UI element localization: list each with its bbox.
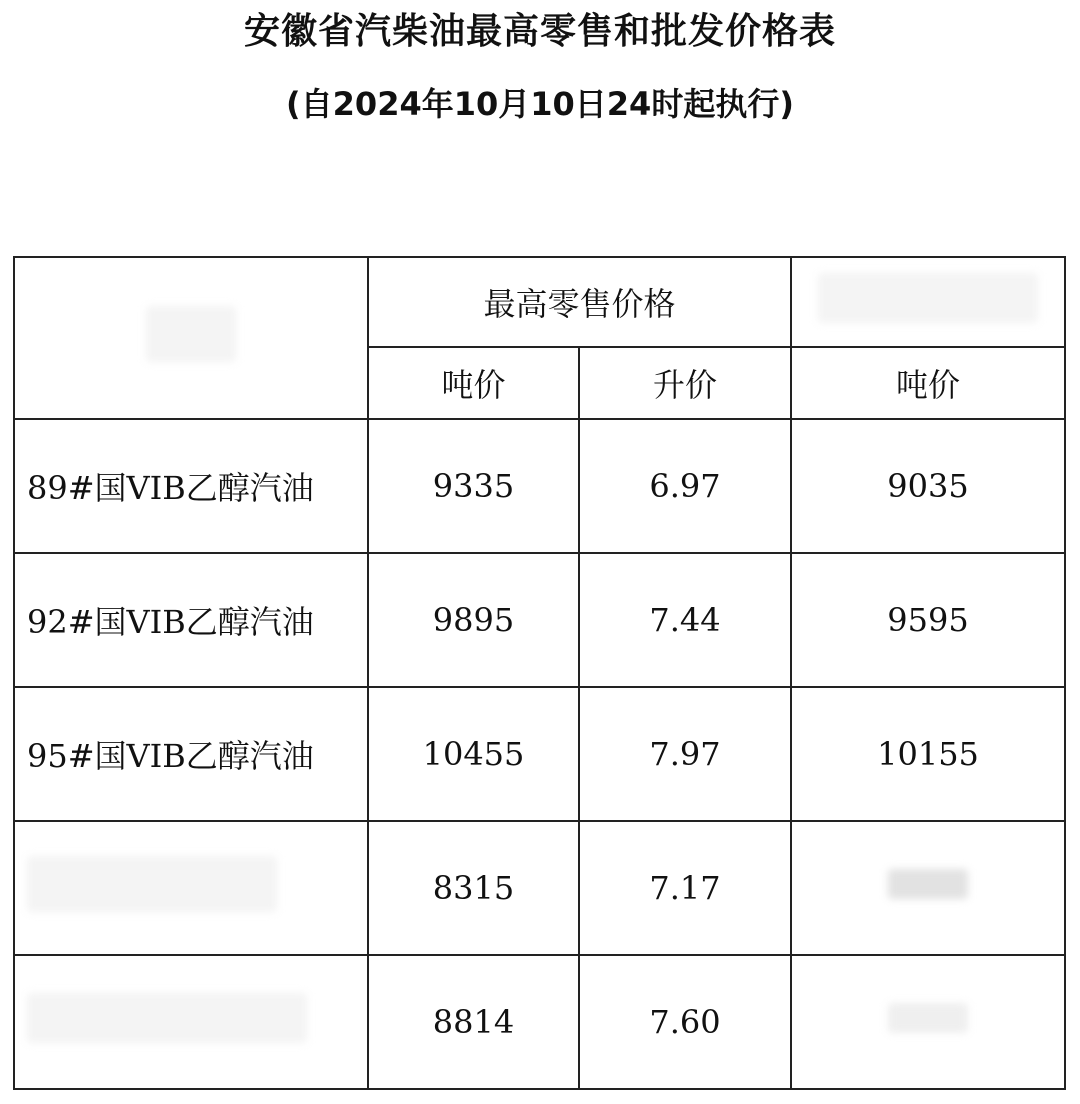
wholesale-ton-price: 9595 — [791, 553, 1065, 687]
header-product-name-cell — [14, 257, 368, 419]
blurred-header-text — [146, 306, 236, 362]
header-wholesale-ton-price: 吨价 — [791, 347, 1065, 419]
retail-ton-price: 9895 — [368, 553, 579, 687]
retail-liter-price: 7.44 — [579, 553, 791, 687]
table-row — [14, 821, 1065, 955]
blurred-product-name — [27, 993, 307, 1043]
wholesale-ton-price-blurred — [791, 821, 1065, 955]
header-wholesale-group — [791, 257, 1065, 347]
page-subtitle: (自2024年10月10日24时起执行) — [286, 85, 794, 123]
table-row — [14, 687, 1065, 821]
retail-liter-price: 7.60 — [579, 955, 791, 1089]
table-row — [14, 955, 1065, 1089]
retail-ton-price: 10455 — [368, 687, 579, 821]
product-name: 92#国VIB乙醇汽油 — [14, 553, 368, 687]
retail-liter-price: 7.97 — [579, 687, 791, 821]
product-name-blurred — [14, 955, 368, 1089]
product-name-blurred — [14, 821, 368, 955]
blurred-wholesale-price — [888, 1003, 968, 1033]
header-retail-ton-price: 吨价 — [368, 347, 579, 419]
header-retail-liter-price: 升价 — [579, 347, 791, 419]
table-row — [14, 419, 1065, 553]
retail-ton-price: 8315 — [368, 821, 579, 955]
blurred-wholesale-price — [888, 869, 968, 899]
header-retail-group: 最高零售价格 — [368, 257, 791, 347]
retail-ton-price: 8814 — [368, 955, 579, 1089]
product-name: 95#国VIB乙醇汽油 — [14, 687, 368, 821]
blurred-product-name — [27, 856, 277, 912]
wholesale-ton-price: 9035 — [791, 419, 1065, 553]
retail-ton-price: 9335 — [368, 419, 579, 553]
retail-liter-price: 6.97 — [579, 419, 791, 553]
page-title: 安徽省汽柴油最高零售和批发价格表 — [243, 11, 836, 52]
blurred-header-text — [818, 273, 1038, 323]
price-table — [13, 256, 1066, 1090]
wholesale-ton-price: 10155 — [791, 687, 1065, 821]
product-name: 89#国VIB乙醇汽油 — [14, 419, 368, 553]
wholesale-ton-price-blurred — [791, 955, 1065, 1089]
retail-liter-price: 7.17 — [579, 821, 791, 955]
table-header-row — [14, 257, 1065, 347]
table-row — [14, 553, 1065, 687]
